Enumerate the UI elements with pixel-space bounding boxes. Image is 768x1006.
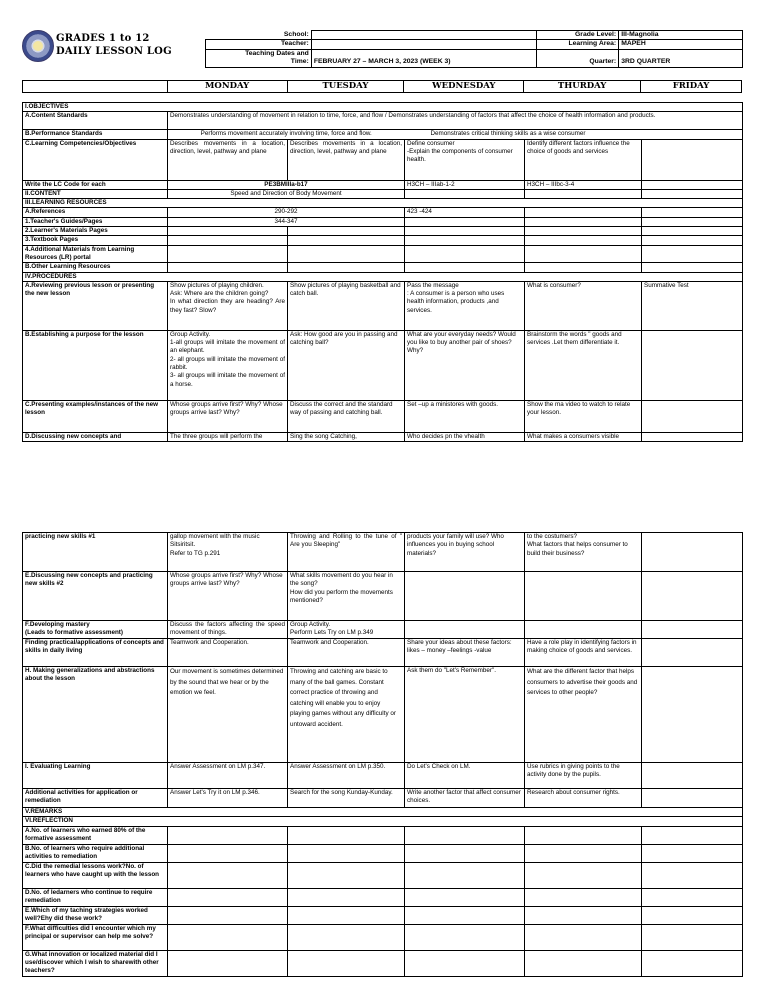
lm-friday — [642, 227, 743, 236]
content-standards-label: A.Content Standards — [23, 112, 168, 130]
procedure-c-thursday: Show the ma video to watch to relate your lesson. — [525, 400, 642, 432]
procedure-d-tuesday: Sing the song Catching, — [288, 432, 405, 441]
procedure-b-thursday: Brainstorm the words " goods and services .Let them differentiate it. — [525, 330, 642, 400]
procedure-g-monday: Teamwork and Cooperation. — [168, 639, 288, 667]
procedure-h-tuesday: Throwing and catching are basic to many of the ball games. Constant correct practice of throwing and catching will enable you to enjoy playing games without any difficulty or untoward accident. — [288, 667, 405, 763]
teaching-dates-value: FEBRUARY 27 – MARCH 3, 2023 (WEEK 3) — [311, 49, 537, 67]
procedure-e-wednesday — [405, 572, 525, 621]
reflection-d-tuesday — [288, 888, 405, 906]
procedure-i-label: I. Evaluating Learning — [23, 763, 168, 789]
procedure-d-label: D.Discussing new concepts and — [23, 432, 168, 441]
procedure-e-tuesday: What skills movement do you hear in the song? How did you perform the movements mentioned? — [288, 572, 405, 621]
learning-area-value: MAPEH — [619, 40, 743, 49]
lm-tuesday — [288, 227, 405, 236]
procedure-d-thursday: What makes a consumers visible — [525, 432, 642, 441]
reflection-e-monday — [168, 906, 288, 924]
lesson-table-part-1 — [22, 102, 743, 442]
reflection-e-thursday — [525, 906, 642, 924]
day-monday: MONDAY — [167, 81, 287, 93]
procedure-i-wednesday: Do Let's Check on LM. — [405, 763, 525, 789]
reflection-e-wednesday — [405, 906, 525, 924]
reflection-d-monday — [168, 888, 288, 906]
lc-tuesday: Describes movements in a location, direction, level, pathway and plane — [288, 139, 405, 180]
procedure-b-tuesday: Ask: How good are you in passing and catching ball? — [288, 330, 405, 400]
tg-friday — [642, 217, 743, 226]
reflection-e-label: E.Which of my taching strategies worked well?Ehy did these work? — [23, 906, 168, 924]
reflection-d-friday — [642, 888, 743, 906]
procedure-e-label: E.Discussing new concepts and practicing new skills #2 — [23, 572, 168, 621]
teacher-label: Teacher: — [206, 40, 312, 49]
reflection-f-monday — [168, 924, 288, 950]
lm-monday — [168, 227, 288, 236]
reflection-a-monday — [168, 826, 288, 844]
lc-code-thursday: H3CH – IIIbc-3-4 — [525, 180, 642, 189]
procedure-a-tuesday: Show pictures of playing basketball and catch ball. — [288, 281, 405, 330]
lc-wednesday: Define consumer -Explain the components of consumer health. — [405, 139, 525, 180]
olr-tuesday — [288, 263, 405, 272]
day-header-table — [22, 80, 742, 93]
tb-monday — [168, 236, 288, 245]
content-standards-value: Demonstrates understanding of movement in relation to time, force, and flow / Demonstrates understanding of factors that affect the choice of health information and products. — [168, 112, 743, 130]
procedure-j-wednesday: Write another factor that affect consumer choices. — [405, 789, 525, 808]
olr-monday — [168, 263, 288, 272]
procedure-e-thursday — [525, 572, 642, 621]
learning-competencies-label: C.Learning Competencies/Objectives — [23, 139, 168, 180]
teaching-dates-label — [206, 49, 312, 67]
reflection-g-monday — [168, 950, 288, 976]
procedure-f-label: F.Developing mastery (Leads to formative assessment) — [23, 621, 168, 639]
tb-friday — [642, 236, 743, 245]
reflection-a-wednesday — [405, 826, 525, 844]
procedure-d-monday-cont: gallop movement with the music Sitsiritsit. Refer to TG p.291 — [168, 533, 288, 572]
references-label: A.References — [23, 208, 168, 217]
lc-thursday: Identify different factors influence the choice of goods and services — [525, 139, 642, 180]
procedure-h-friday — [642, 667, 743, 763]
procedure-f-tuesday: Group Activity. Perform Lets Try on LM p.349 — [288, 621, 405, 639]
lc-code-pe: PE3BMIIIa-b17 — [168, 180, 405, 189]
am-wednesday — [405, 245, 525, 263]
procedure-j-friday — [642, 789, 743, 808]
procedure-j-label: Additional activities for application or remediation — [23, 789, 168, 808]
teachers-guides-pe: 344-347 — [168, 217, 405, 226]
logo-title — [56, 32, 172, 58]
references-wednesday: 423 -424 — [405, 208, 525, 217]
procedure-c-label: C.Presenting examples/instances of the new lesson — [23, 400, 168, 432]
procedure-g-thursday: Have a role play in identifying factors in making choice of goods and services. — [525, 639, 642, 667]
lm-wednesday — [405, 227, 525, 236]
tg-wednesday — [405, 217, 525, 226]
procedure-f-monday: Discuss the factors affecting the speed movement of things. — [168, 621, 288, 639]
procedure-j-thursday: Research about consumer rights. — [525, 789, 642, 808]
day-friday: FRIDAY — [641, 81, 742, 93]
lm-thursday — [525, 227, 642, 236]
lc-friday — [642, 139, 743, 180]
reflection-b-monday — [168, 844, 288, 862]
procedure-h-thursday: What are the different factor that helps consumers to advertise their goods and services to other people? — [525, 667, 642, 763]
procedure-g-wednesday: Share your ideas about these factors: likes – money –feelings -value — [405, 639, 525, 667]
procedure-a-thursday: What is consumer? — [525, 281, 642, 330]
procedure-h-label: H. Making generalizations and abstractions about the lesson — [23, 667, 168, 763]
lc-code-label: Write the LC Code for each — [23, 180, 168, 189]
deped-seal-icon — [22, 30, 54, 62]
reflection-g-label: G.What innovation or localized material did I use/discover which I wish to sharewith other teachers? — [23, 950, 168, 976]
am-thursday — [525, 245, 642, 263]
reflection-b-thursday — [525, 844, 642, 862]
day-header-blank — [23, 81, 168, 93]
procedure-a-monday: Show pictures of playing children. Ask: Where are the children going? In what direction they are heading? Are they fast? Slow? — [168, 281, 288, 330]
reflection-f-friday — [642, 924, 743, 950]
reflection-g-tuesday — [288, 950, 405, 976]
reflection-a-thursday — [525, 826, 642, 844]
am-tuesday — [288, 245, 405, 263]
tb-wednesday — [405, 236, 525, 245]
school-label: School: — [206, 31, 312, 40]
procedure-d-wednesday: Who decides pn the vhealth — [405, 432, 525, 441]
references-friday — [642, 208, 743, 217]
reflection-f-wednesday — [405, 924, 525, 950]
procedure-j-tuesday: Search for the song Kunday-Kunday. — [288, 789, 405, 808]
olr-friday — [642, 263, 743, 272]
procedure-g-label: Finding practical/applications of concepts and skills in daily living — [23, 639, 168, 667]
reflection-e-tuesday — [288, 906, 405, 924]
reflection-a-tuesday — [288, 826, 405, 844]
reflection-a-label: A.No. of learners who earned 80% of the formative assessment — [23, 826, 168, 844]
reflection-c-label: C.Did the remedial lessons work?No. of learners who have caught up with the lesson — [23, 862, 168, 888]
olr-wednesday — [405, 263, 525, 272]
teacher-value — [311, 40, 537, 49]
day-wednesday: WEDNESDAY — [404, 81, 524, 93]
teachers-guides-label: 1.Teacher's Guides/Pages — [23, 217, 168, 226]
procedure-b-monday: Group Activity. 1-all groups will imitate the movement of an elephant. 2- all groups will imitate the movement of rabbit. 3- all groups will imitate the movement of a horse. — [168, 330, 288, 400]
logo-line-1: GRADES 1 to 12 — [56, 33, 150, 44]
procedure-d-friday — [642, 432, 743, 441]
olr-thursday — [525, 263, 642, 272]
procedure-g-friday — [642, 639, 743, 667]
reflection-g-thursday — [525, 950, 642, 976]
reflection-f-thursday — [525, 924, 642, 950]
day-tuesday: TUESDAY — [287, 81, 404, 93]
references-pe: 290-292 — [168, 208, 405, 217]
procedure-f-thursday — [525, 621, 642, 639]
reflection-b-friday — [642, 844, 743, 862]
reflection-d-thursday — [525, 888, 642, 906]
lesson-table-part-2 — [22, 532, 743, 977]
am-friday — [642, 245, 743, 263]
performance-standards-health: Demonstrates critical thinking skills as a wise consumer — [405, 130, 743, 139]
procedure-c-friday — [642, 400, 743, 432]
procedure-b-friday — [642, 330, 743, 400]
learning-area-label: Learning Area: — [537, 40, 619, 49]
tb-tuesday — [288, 236, 405, 245]
content-label: II.CONTENT — [23, 189, 168, 198]
remarks-heading: V.REMARKS — [23, 808, 743, 817]
procedure-b-wednesday: What are your everyday needs? Would you like to buy another pair of shoes? Why? — [405, 330, 525, 400]
procedure-f-friday — [642, 621, 743, 639]
reflection-c-monday — [168, 862, 288, 888]
procedure-e-friday — [642, 572, 743, 621]
procedure-c-wednesday: Set –up a ministores with goods. — [405, 400, 525, 432]
content-value: Speed and Direction of Body Movement — [168, 189, 405, 198]
reflection-d-label: D.No. of ledarners who continue to require remediation — [23, 888, 168, 906]
reflection-c-wednesday — [405, 862, 525, 888]
lc-code-friday — [642, 180, 743, 189]
procedure-e-monday: Whose groups arrive first? Why? Whose groups arrive last? Why? — [168, 572, 288, 621]
procedure-d-label-cont: practicing new skills #1 — [23, 533, 168, 572]
reflection-c-tuesday — [288, 862, 405, 888]
day-thursday: THURDAY — [524, 81, 641, 93]
learning-resources-heading: III.LEARNING RESOURCES — [23, 199, 743, 208]
references-thursday — [525, 208, 642, 217]
content-friday — [642, 189, 743, 198]
procedure-i-thursday: Use rubrics in giving points to the activity done by the pupils. — [525, 763, 642, 789]
am-monday — [168, 245, 288, 263]
content-wednesday — [405, 189, 525, 198]
objectives-heading: I.OBJECTIVES — [23, 103, 743, 112]
reflection-g-friday — [642, 950, 743, 976]
procedure-g-tuesday: Teamwork and Cooperation. — [288, 639, 405, 667]
tg-thursday — [525, 217, 642, 226]
procedure-d-tuesday-cont: Throwing and Rolling to the tune of " Are you Sleeping" — [288, 533, 405, 572]
procedure-f-wednesday — [405, 621, 525, 639]
other-resources-label: B.Other Learning Resources — [23, 263, 168, 272]
procedure-a-wednesday: Pass the message : A consumer is a person who uses health information, products ,and services. — [405, 281, 525, 330]
procedure-h-wednesday: Ask them do "Let's Remember". — [405, 667, 525, 763]
learners-materials-label: 2.Learner's Materials Pages — [23, 227, 168, 236]
procedure-h-monday: Our movement is sometimes determined by the sound that we hear or by the emotion we feel. — [168, 667, 288, 763]
school-value — [311, 31, 537, 40]
lc-monday: Describes movements in a location, direction, level, pathway and plane — [168, 139, 288, 180]
procedure-j-monday: Answer Let's Try it on LM p.346. — [168, 789, 288, 808]
grade-level-label: Grade Level: — [537, 31, 619, 40]
reflection-heading: VI.REFLECTION — [23, 817, 743, 826]
quarter-value: 3RD QUARTER — [619, 49, 743, 67]
procedure-c-tuesday: Discuss the correct and the standard way of passing and catching ball. — [288, 400, 405, 432]
procedure-b-label: B.Establishing a purpose for the lesson — [23, 330, 168, 400]
quarter-label: Quarter: — [537, 49, 619, 67]
procedure-d-thursday-cont: to the costumers? What factors that helps consumer to build their business? — [525, 533, 642, 572]
procedure-d-monday: The three groups will perform the — [168, 432, 288, 441]
reflection-d-wednesday — [405, 888, 525, 906]
teaching-dates-label-1: Teaching Dates and — [245, 49, 309, 57]
tb-thursday — [525, 236, 642, 245]
textbook-pages-label: 3.Textbook Pages — [23, 236, 168, 245]
teaching-dates-label-2: Time: — [290, 58, 309, 66]
procedures-heading: IV.PROCEDURES — [23, 272, 743, 281]
reflection-b-label: B.No. of learners who require additional activities to remediation — [23, 844, 168, 862]
additional-materials-label: 4.Additional Materials from Learning Resources (LR) portal — [23, 245, 168, 263]
procedure-d-friday-cont — [642, 533, 743, 572]
reflection-c-friday — [642, 862, 743, 888]
header-info-table — [205, 30, 743, 68]
procedure-a-label: A.Reviewing previous lesson or presenting the new lesson — [23, 281, 168, 330]
reflection-b-wednesday — [405, 844, 525, 862]
grade-level-value: III-Magnolia — [619, 31, 743, 40]
procedure-a-friday: Summative Test — [642, 281, 743, 330]
performance-standards-pe: Performs movement accurately involving time, force and flow. — [168, 130, 405, 139]
reflection-f-tuesday — [288, 924, 405, 950]
reflection-e-friday — [642, 906, 743, 924]
performance-standards-label: B.Performance Standards — [23, 130, 168, 139]
reflection-f-label: F.What difficulties did I encounter which my principal or supervisor can help me solve? — [23, 924, 168, 950]
reflection-a-friday — [642, 826, 743, 844]
procedure-i-monday: Answer Assessment on LM p.347. — [168, 763, 288, 789]
reflection-c-thursday — [525, 862, 642, 888]
reflection-g-wednesday — [405, 950, 525, 976]
procedure-i-tuesday: Answer Assessment on LM p.350. — [288, 763, 405, 789]
procedure-i-friday — [642, 763, 743, 789]
content-thursday — [525, 189, 642, 198]
reflection-b-tuesday — [288, 844, 405, 862]
procedure-d-wednesday-cont: products your family will use? Who influences you in buying school materials? — [405, 533, 525, 572]
logo-line-2: DAILY LESSON LOG — [56, 46, 172, 57]
procedure-c-monday: Whose groups arrive first? Why? Whose groups arrive last? Why? — [168, 400, 288, 432]
lc-code-wednesday: H3CH – IIIab-1-2 — [405, 180, 525, 189]
